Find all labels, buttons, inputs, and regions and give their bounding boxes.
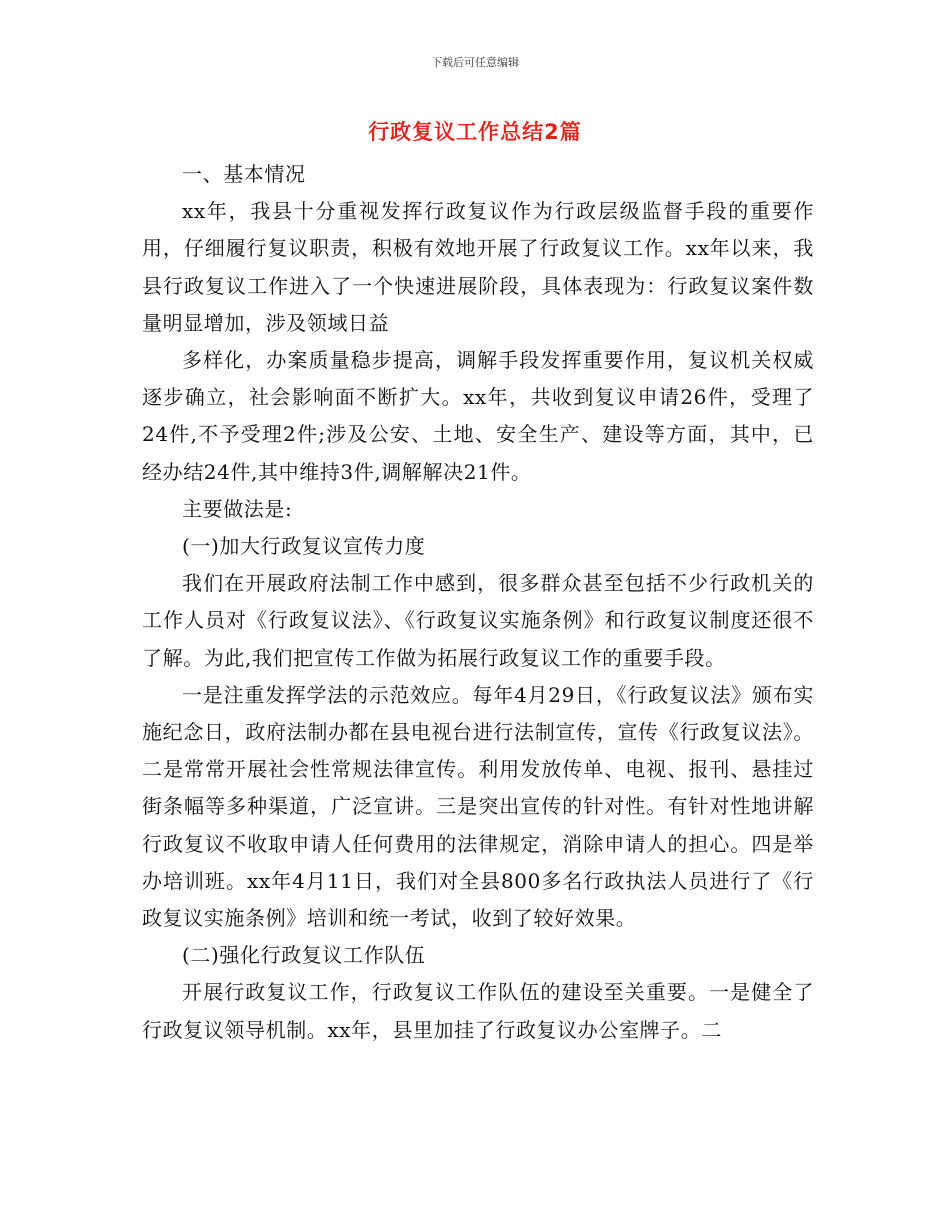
paragraph: 我们在开展政府法制工作中感到，很多群众甚至包括不少行政机关的工作人员对《行政复议法》、《行政复议实施条例》和行政复议制度还很不了解。为此,我们把宣传工作做为拓展行政复议工作的重要手段。 xyxy=(142,571,814,670)
paragraph: 多样化，办案质量稳步提高，调解手段发挥重要作用，复议机关权威逐步确立，社会影响面不断扩大。xx年，共收到复议申请26件，受理了24件,不予受理2件;涉及公安、土地、安全生产、建设等方面，其中，已经办结24件,其中维持3件,调解解决21件。 xyxy=(142,348,814,484)
subsection-heading-team: (二)强化行政复议工作队伍 xyxy=(182,943,426,968)
paragraph: xx年，我县十分重视发挥行政复议作为行政层级监督手段的重要作用，仔细履行复议职责，积极有效地开展了行政复议工作。xx年以来，我县行政复议工作进入了一个快速进展阶段，具体表现为：行政复议案件数量明显增加，涉及领域日益 xyxy=(142,199,814,335)
document-title: 行政复议工作总结2篇 xyxy=(368,120,582,144)
section-heading-basic-situation: 一、基本情况 xyxy=(182,162,306,186)
paragraph: 主要做法是: xyxy=(182,496,293,521)
paragraph: 开展行政复议工作，行政复议工作队伍的建设至关重要。一是健全了行政复议领导机制。xx年，县里加挂了行政复议办公室牌子。二 xyxy=(142,980,814,1042)
header-note: 下载后可任意编辑 xyxy=(431,56,519,69)
subsection-heading-publicity: (一)加大行政复议宣传力度 xyxy=(182,534,426,559)
paragraph: 一是注重发挥学法的示范效应。每年4月29日，《行政复议法》颁布实施纪念日，政府法制办都在县电视台进行法制宣传，宣传《行政复议法》。二是常常开展社会性常规法律宣传。利用发放传单、电视、报刊、悬挂过街条幅等多种渠道，广泛宣讲。三是突出宣传的针对性。有针对性地讲解行政复议不收取申请人任何费用的法律规定，消除申请人的担心。四是举办培训班。xx年4月11日，我们对全县800多名行政执法人员进行了《行政复议实施条例》培训和统一考试，收到了较好效果。 xyxy=(142,682,814,931)
document-body xyxy=(142,156,814,1049)
